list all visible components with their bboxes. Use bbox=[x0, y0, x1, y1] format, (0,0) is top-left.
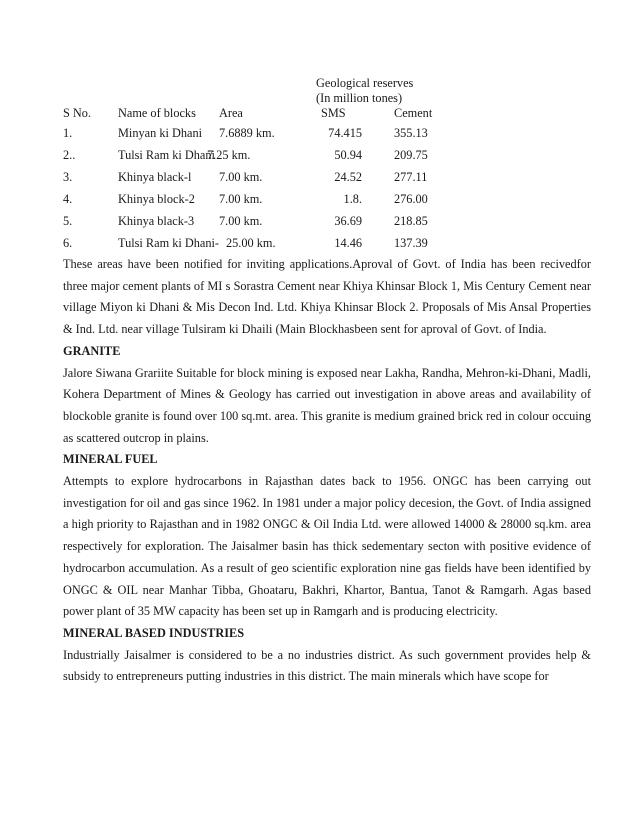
cell-name: Tulsi Ram ki Dhani- bbox=[118, 236, 220, 250]
cell-sms: 74.415 bbox=[328, 126, 362, 140]
table-row bbox=[0, 126, 638, 146]
mineral-fuel-paragraph: Attempts to explore hydrocarbons in Rajasthan dates back to 1956. ONGC has been carrying out investigation for oil and gas since 1962. In 1981 under a major policy decesion, the Govt. of India assigned a high priority to Rajasthan and in 1982 ONGC & Oil India Ltd. were allowed 14000 & 28000 sq.km. area respectively for exploration. The Jaisalmer basin has thick sedementary secton with positive evidence of hydrocarbon accumulation. As a result of geo scientific exploration nine gas fields have been identified by ONGC & OIL near Manhar Tibba, Ghoataru, Bakhri, Khartor, Bantua, Tanot & Ramgarh. Agas based power plant of 35 MW capacity has been set up in Ramgarh and is producing electricity. bbox=[63, 474, 591, 619]
table-row bbox=[0, 214, 638, 234]
intro-paragraph: These areas have been notified for inviting applications.Aproval of Govt. of India has been recivedfor three major cement plants of MI s Sorastra Cement near Khiya Khinsar Block 1, Mis Century Cement near village Miyon ki Dhani & Mis Decon Ind. Ltd. Khiya Khinsar Block 2. Proposals of Mis Ansal Properties & Ind. Ltd. near village Tulsiram ki Dhaili (Main Blockhasbeen sent for aproval of Govt. of India. bbox=[63, 257, 591, 337]
cell-cement: 277.11 bbox=[394, 170, 428, 184]
cell-sno: 6. bbox=[63, 236, 73, 250]
header-sno: S No. bbox=[63, 106, 92, 120]
table-row bbox=[0, 192, 638, 212]
cell-sms: 24.52 bbox=[334, 170, 362, 184]
units-label: (In million tones) bbox=[316, 91, 403, 105]
cell-area: 25.00 km. bbox=[226, 236, 276, 250]
cell-name: Tulsi Ram ki Dhani bbox=[118, 148, 215, 162]
header-name: Name of blocks bbox=[118, 106, 196, 120]
cell-name: Khinya black-l bbox=[118, 170, 192, 184]
cell-name: Khinya block-2 bbox=[118, 192, 195, 206]
cell-sms: 1.8. bbox=[343, 192, 362, 206]
cell-sms: 14.46 bbox=[334, 236, 362, 250]
mineral-fuel-heading: MINERAL FUEL bbox=[63, 452, 158, 467]
cell-area: 7.00 km. bbox=[219, 170, 263, 184]
body-text bbox=[63, 254, 591, 688]
cell-sno: 2.. bbox=[63, 148, 76, 162]
table-row bbox=[0, 170, 638, 190]
header-sms: SMS bbox=[321, 106, 346, 120]
table-row bbox=[0, 236, 638, 256]
granite-heading: GRANITE bbox=[63, 343, 121, 358]
cell-cement: 218.85 bbox=[394, 214, 428, 228]
cell-cement: 209.75 bbox=[394, 148, 428, 162]
cell-area: 7.00 km. bbox=[219, 192, 263, 206]
table-row bbox=[0, 148, 638, 168]
mineral-industries-heading: MINERAL BASED INDUSTRIES bbox=[63, 625, 245, 640]
mineral-industries-paragraph: Industrially Jaisalmer is considered to be a no industries district. As such government provides help & subsidy to entrepreneurs putting industries in this district. The main minerals which have scope for bbox=[63, 647, 591, 684]
header-cement: Cement bbox=[394, 106, 433, 120]
cell-name: Minyan ki Dhani bbox=[118, 126, 203, 140]
header-area: Area bbox=[219, 106, 243, 120]
geological-reserves-label: Geological reserves bbox=[316, 76, 414, 90]
cell-sno: 3. bbox=[63, 170, 73, 184]
cell-sms: 36.69 bbox=[334, 214, 362, 228]
cell-sno: 5. bbox=[63, 214, 73, 228]
table-group-header bbox=[316, 76, 413, 106]
cell-cement: 137.39 bbox=[394, 236, 428, 250]
cell-cement: 276.00 bbox=[394, 192, 428, 206]
cell-sms: 50.94 bbox=[334, 148, 362, 162]
cell-area: 7.00 km. bbox=[219, 214, 263, 228]
cell-name: Khinya black-3 bbox=[118, 214, 195, 228]
cell-sno: 1. bbox=[63, 126, 73, 140]
cell-area: 7.6889 km. bbox=[219, 126, 275, 140]
cell-area: 7.25 km. bbox=[207, 148, 251, 162]
cell-cement: 355.13 bbox=[394, 126, 428, 140]
granite-paragraph: Jalore Siwana Grariite Suitable for block mining is exposed near Lakha, Randha, Mehron-ki-Dhani, Madli, Kohera Department of Mines & Geology has carried out investigation in above areas and availability of blockoble granite is found over 100 sq.mt. area. This granite is medium grained brick red in colour occuing as scattered outcrop in plains. bbox=[63, 365, 591, 445]
cell-sno: 4. bbox=[63, 192, 73, 206]
